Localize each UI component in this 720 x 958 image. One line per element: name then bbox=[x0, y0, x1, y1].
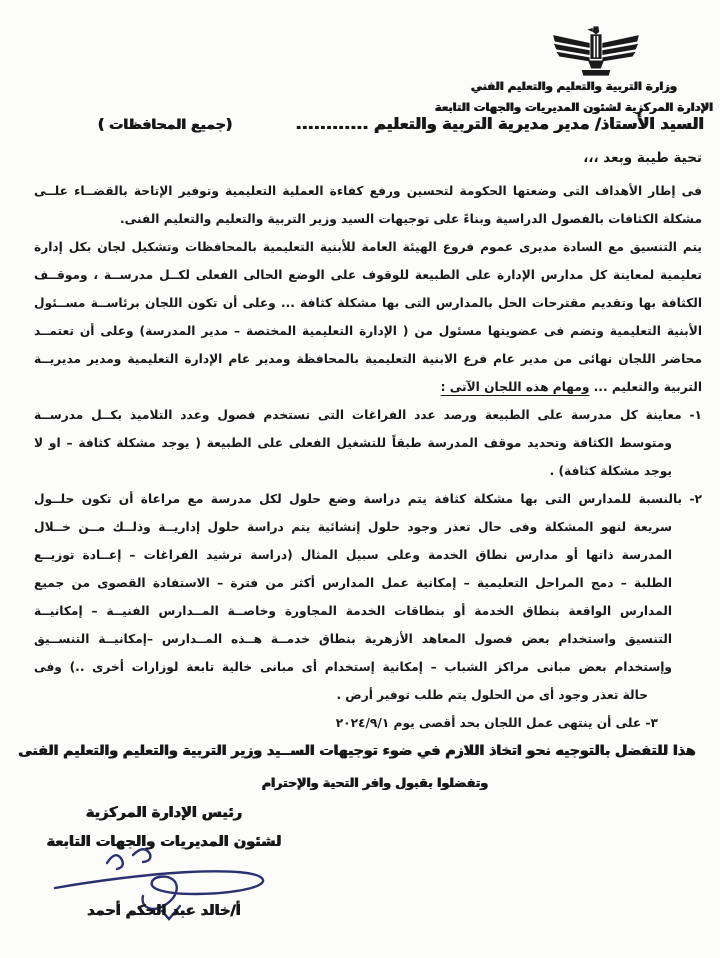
letterhead bbox=[428, 76, 720, 118]
body-line: محاضر اللجان نهائى من مدير عام فرع الابنية التعليمية بالمحافظة ومدير عام الإدارة التعليمية ومدير مديريــة bbox=[34, 352, 702, 366]
handwritten-signature bbox=[49, 841, 279, 936]
egypt-eagle-emblem-icon bbox=[548, 24, 644, 78]
list-item-line: التنسيق واستخدام بعض فصول المعاهد الأزهرية بنطاق خدمــة هــذه المــدارس –إمكانيــة التنســيق bbox=[34, 632, 672, 646]
list-item-line: سريعة لنهو المشكلة وفى حال تعذر وجود حلول إنشائية يتم دراسة حلول إداريــة وذلــك مــن خــلال bbox=[34, 520, 672, 534]
tasks-heading-prefix: التربية والتعليم ... bbox=[589, 380, 702, 394]
central-administration-name: الإدارة المركزية لشئون المديريات والجهات التابعة bbox=[434, 100, 714, 114]
body-line: فى إطار الأهداف التى وضعتها الحكومة لتحسين ورفع كفاءة العملية التعليمية وتوفير الإتاحة بالقضــاء علــى bbox=[34, 184, 702, 198]
closing-salutation-line: وتفضلوا بقبول وافر التحية والإحترام bbox=[261, 775, 489, 790]
addressee-scope: (جميع المحافظات ) bbox=[98, 117, 233, 133]
list-item-line: ومتوسط الكثافة وتحديد موقف المدرسة طبقاً للتشغيل الفعلى على الطبيعة ( يوجد مشكلة كثافة – او لا bbox=[34, 436, 672, 450]
signature-block bbox=[28, 800, 300, 919]
addressee-line: السيد الأستاذ/ مدير مديرية التربية والتعليم ............ bbox=[295, 114, 704, 133]
body-line: يتم التنسيق مع السادة مديرى عموم فروع الهيئة العامة للأبنية التعليمية بالمحافظات وتشكيل لجان بكل إدارة bbox=[34, 240, 702, 254]
list-item-line: المدرسة ذاتها أو مدارس نطاق الخدمة وعلى سبيل المثال (دراسة ترشيد الفراغات – إعــادة توزيــع bbox=[34, 548, 672, 562]
body-line: الكثافة بها وتقديم مقترحات الحل بالمدارس التى بها مشكلة كثافة ... وعلى أن تكون اللجان برئاســة مســئول bbox=[34, 296, 702, 310]
list-item-line: ٢- بالنسبة للمدارس التى بها مشكلة كثافة يتم دراسة وضع حلول لكل مدرسة مع مراعاة أن تكون حلــول bbox=[34, 492, 702, 506]
list-item-line: وإستخدام بعض مبانى مراكز الشباب – إمكانية إستخدام أى مبانى خالية تابعة لوزارات أخرى ..) وفى bbox=[34, 660, 672, 674]
list-item-line: يوجد مشكلة كثافة) . bbox=[549, 464, 672, 478]
body-line: مشكلة الكثافات بالفصول الدراسية وبناءً على توجيهات السيد وزير التربية والتعليم والتعليم الفنى. bbox=[119, 212, 702, 226]
list-item-line: المدارس الواقعة بنطاق الخدمة أو بنطاقات الخدمة المجاورة وخاصــة المــدارس الفنيــة – إمكانيــة bbox=[34, 604, 672, 618]
addressee-row bbox=[40, 114, 704, 133]
letter-body bbox=[34, 177, 702, 737]
greeting-line: تحية طيبة وبعد ،،، bbox=[583, 150, 702, 166]
list-item-line: الطلبة – دمج المراحل التعليمية – إمكانية عمل المدارس أكثر من فترة – الاستفادة القصوى من جميع bbox=[34, 576, 672, 590]
signer-title-line2: لشئون المديريات والجهات التابعة bbox=[46, 834, 282, 850]
closing-directive-line: هذا للتفضل بالتوجيه نحو اتخاذ اللازم في ضوء توجيهات الســيد وزير التربية والتعليم والتعليم الفنى bbox=[18, 743, 696, 759]
tasks-heading-line bbox=[34, 373, 702, 401]
ministry-name: وزارة التربية والتعليم والتعليم الفني bbox=[470, 79, 678, 93]
list-item-line: ١- معاينة كل مدرسة على الطبيعة ورصد عدد الفراغات التى تستخدم فصول وعدد التلاميذ بكــل مدرســة bbox=[34, 408, 702, 422]
signer-name: أ/خالد عبد الحكم أحمد bbox=[87, 903, 241, 919]
tasks-heading-underlined: ومهام هذه اللجان الآتى : bbox=[440, 380, 590, 394]
list-item-line: ٣- على أن ينتهى عمل اللجان بحد أقصى يوم ٢٠٢٤/٩/١ bbox=[335, 716, 658, 730]
body-line: تعليمية لمعاينة كل مدارس الإدارة على الطبيعة للوقوف على الوضع الحالى الفعلى لكــل مدرســة ، وموقــف bbox=[34, 268, 702, 282]
body-line: الأبنية التعليمية وتضم فى عضويتها مسئول من ( الإدارة التعليمية المختصة – مدير المدرسة) وعلى أن تعتمــد bbox=[34, 324, 702, 338]
list-item-line: حالة تعذر وجود أى من الحلول يتم طلب توفير أرض . bbox=[336, 688, 648, 702]
signer-title-line1: رئيس الإدارة المركزية bbox=[85, 805, 243, 821]
